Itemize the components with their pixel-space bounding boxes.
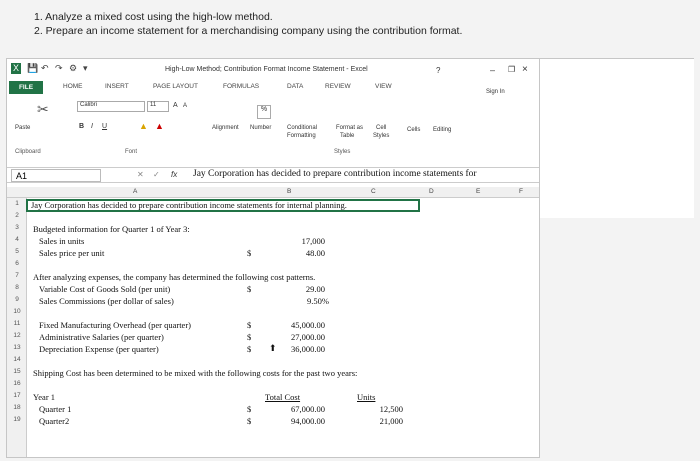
row-15[interactable]: 15 xyxy=(13,368,21,375)
italic-button[interactable]: I xyxy=(91,123,93,130)
close-button[interactable]: × xyxy=(522,64,528,75)
instruction-1: 1. Analyze a mixed cost using the high-low method. xyxy=(34,11,273,23)
cell-a4[interactable]: Sales in units xyxy=(39,236,85,246)
editing-button[interactable]: Editing xyxy=(433,127,452,133)
cell-a11[interactable]: Fixed Manufacturing Overhead (per quarter) xyxy=(39,320,191,330)
column-e[interactable]: E xyxy=(476,188,481,195)
cell-c8[interactable]: 29.00 xyxy=(305,284,325,294)
font-name-select[interactable]: Calibri xyxy=(77,101,145,112)
column-f[interactable]: F xyxy=(519,188,523,195)
format-as-table-button[interactable]: Format as xyxy=(336,125,364,131)
cells-button[interactable]: Cells xyxy=(407,127,421,133)
undo-icon[interactable]: ↶ xyxy=(41,63,49,73)
cell-b5[interactable]: $ xyxy=(247,248,252,258)
cell-a17[interactable]: Year 1 xyxy=(33,392,56,402)
restore-button[interactable]: ❐ xyxy=(508,65,516,74)
redo-icon[interactable]: ↷ xyxy=(55,63,63,73)
percent-icon: % xyxy=(257,105,271,119)
column-a[interactable]: A xyxy=(133,188,138,195)
sign-in-link[interactable]: Sign In xyxy=(486,89,505,95)
cell-c11[interactable]: 45,000.00 xyxy=(291,320,325,330)
cell-a1[interactable]: Jay Corporation has decided to prepare contribution income statements for internal planning. xyxy=(31,200,347,210)
conditional-formatting-button[interactable]: Conditional xyxy=(287,125,318,131)
group-clipboard: Clipboard xyxy=(15,149,41,155)
conditional-formatting-label: Formatting xyxy=(287,133,316,139)
cell-a12[interactable]: Administrative Salaries (per quarter) xyxy=(39,332,164,342)
column-headers xyxy=(7,187,540,198)
shrink-font-button[interactable]: A xyxy=(183,103,188,109)
grow-font-button[interactable]: A xyxy=(173,102,178,109)
cell-b13[interactable]: $ xyxy=(247,344,252,354)
row-7[interactable]: 7 xyxy=(15,272,19,279)
window-title: High-Low Method; Contribution Format Income Statement - Excel xyxy=(165,66,368,73)
cell-d19[interactable]: 21,000 xyxy=(379,416,403,426)
row-13[interactable]: 13 xyxy=(13,344,21,351)
cell-b8[interactable]: $ xyxy=(247,284,252,294)
group-styles: Styles xyxy=(334,149,351,155)
cell-c19[interactable]: 94,000.00 xyxy=(291,416,325,426)
cell-c9[interactable]: 9.50% xyxy=(307,296,329,306)
cell-b18[interactable]: $ xyxy=(247,404,252,414)
fill-color-icon[interactable]: ▲ xyxy=(139,121,148,131)
cell-c13[interactable]: 36,000.00 xyxy=(291,344,325,354)
font-color-icon[interactable]: ▲ xyxy=(155,121,164,131)
cell-c4[interactable]: 17,000 xyxy=(301,236,325,246)
cell-a7[interactable]: After analyzing expenses, the company has determined the following cost patterns. xyxy=(33,272,316,282)
cell-b11[interactable]: $ xyxy=(247,320,252,330)
row-6[interactable]: 6 xyxy=(15,260,19,267)
cell-a5[interactable]: Sales price per unit xyxy=(39,248,105,258)
title-bar xyxy=(7,59,540,79)
cell-a19[interactable]: Quarter2 xyxy=(39,416,70,426)
row-17[interactable]: 17 xyxy=(13,392,21,399)
bold-button[interactable]: B xyxy=(79,123,85,130)
number-button[interactable]: Number xyxy=(250,125,272,131)
cell-styles-label: Styles xyxy=(373,133,390,139)
row-5[interactable]: 5 xyxy=(15,248,19,255)
paste-button[interactable]: Paste xyxy=(15,125,31,131)
tab-page-layout[interactable]: PAGE LAYOUT xyxy=(153,83,198,90)
alignment-button[interactable]: Alignment xyxy=(212,125,239,131)
underline-button[interactable]: U xyxy=(102,123,108,130)
cell-c18[interactable]: 67,000.00 xyxy=(291,404,325,414)
help-button[interactable]: ? xyxy=(436,66,441,75)
tab-data[interactable]: DATA xyxy=(287,83,304,90)
tab-insert[interactable]: INSERT xyxy=(105,83,129,90)
group-font: Font xyxy=(125,149,138,155)
mouse-cursor-icon: ⬆ xyxy=(269,343,277,353)
row-18[interactable]: 18 xyxy=(13,404,21,411)
cell-a9[interactable]: Sales Commissions (per dollar of sales) xyxy=(39,296,174,306)
name-box[interactable]: A1 xyxy=(11,169,101,182)
cell-a3[interactable]: Budgeted information for Quarter 1 of Year 3: xyxy=(33,224,190,234)
instruction-2: 2. Prepare an income statement for a merchandising company using the contribution format. xyxy=(34,25,463,37)
row-1[interactable]: 1 xyxy=(15,200,19,207)
ribbon-tabs xyxy=(7,81,540,95)
formula-input[interactable]: Jay Corporation has decided to prepare contribution income statements for xyxy=(193,169,477,179)
cell-a13[interactable]: Depreciation Expense (per quarter) xyxy=(39,344,159,354)
row-10[interactable]: 10 xyxy=(13,308,21,315)
cell-c17[interactable]: Total Cost xyxy=(265,392,301,402)
cell-a8[interactable]: Variable Cost of Goods Sold (per unit) xyxy=(39,284,171,294)
tab-home[interactable]: HOME xyxy=(63,83,83,90)
row-8[interactable]: 8 xyxy=(15,284,19,291)
row-3[interactable]: 3 xyxy=(15,224,19,231)
enter-icon[interactable]: ✓ xyxy=(153,170,160,179)
font-size-select[interactable]: 11 xyxy=(147,101,169,112)
cell-b19[interactable]: $ xyxy=(247,416,252,426)
minimize-button[interactable]: – xyxy=(490,65,496,75)
tab-view[interactable]: VIEW xyxy=(375,83,392,90)
format-as-table-label: Table xyxy=(340,133,355,139)
cell-d18[interactable]: 12,500 xyxy=(379,404,403,414)
cell-c5[interactable]: 48.00 xyxy=(305,248,325,258)
save-icon[interactable]: 💾 xyxy=(27,63,39,73)
row-19[interactable]: 19 xyxy=(13,416,21,423)
cell-c12[interactable]: 27,000.00 xyxy=(291,332,325,342)
excel-logo-icon: X xyxy=(13,63,20,73)
cell-b12[interactable]: $ xyxy=(247,332,252,342)
quick-access-dropdown-icon[interactable]: ▾ xyxy=(83,63,88,73)
customize-icon[interactable]: ⚙ xyxy=(69,63,78,73)
column-b[interactable]: B xyxy=(287,188,292,195)
column-d[interactable]: D xyxy=(429,188,434,195)
cell-d17[interactable]: Units xyxy=(357,392,376,402)
row-9[interactable]: 9 xyxy=(15,296,19,303)
row-12[interactable]: 12 xyxy=(13,332,21,339)
row-headers xyxy=(7,198,27,458)
row-2[interactable]: 2 xyxy=(15,212,19,219)
row-16[interactable]: 16 xyxy=(13,380,21,387)
cell-styles-button[interactable]: Cell xyxy=(376,125,387,131)
cancel-icon[interactable]: ✕ xyxy=(137,170,144,179)
tab-review[interactable]: REVIEW xyxy=(325,83,351,90)
column-c[interactable]: C xyxy=(371,188,376,195)
row-14[interactable]: 14 xyxy=(13,356,21,363)
row-4[interactable]: 4 xyxy=(15,236,19,243)
row-11[interactable]: 11 xyxy=(13,320,21,327)
tab-file[interactable]: FILE xyxy=(9,81,43,94)
cell-a18[interactable]: Quarter 1 xyxy=(39,404,72,414)
excel-window xyxy=(6,58,540,458)
cell-a15[interactable]: Shipping Cost has been determined to be mixed with the following costs for the past two years: xyxy=(33,368,358,378)
formula-bar xyxy=(7,167,540,183)
function-icon[interactable]: fx xyxy=(171,170,178,179)
clipboard-icon: ✂ xyxy=(37,101,49,117)
tab-formulas[interactable]: FORMULAS xyxy=(223,83,260,90)
